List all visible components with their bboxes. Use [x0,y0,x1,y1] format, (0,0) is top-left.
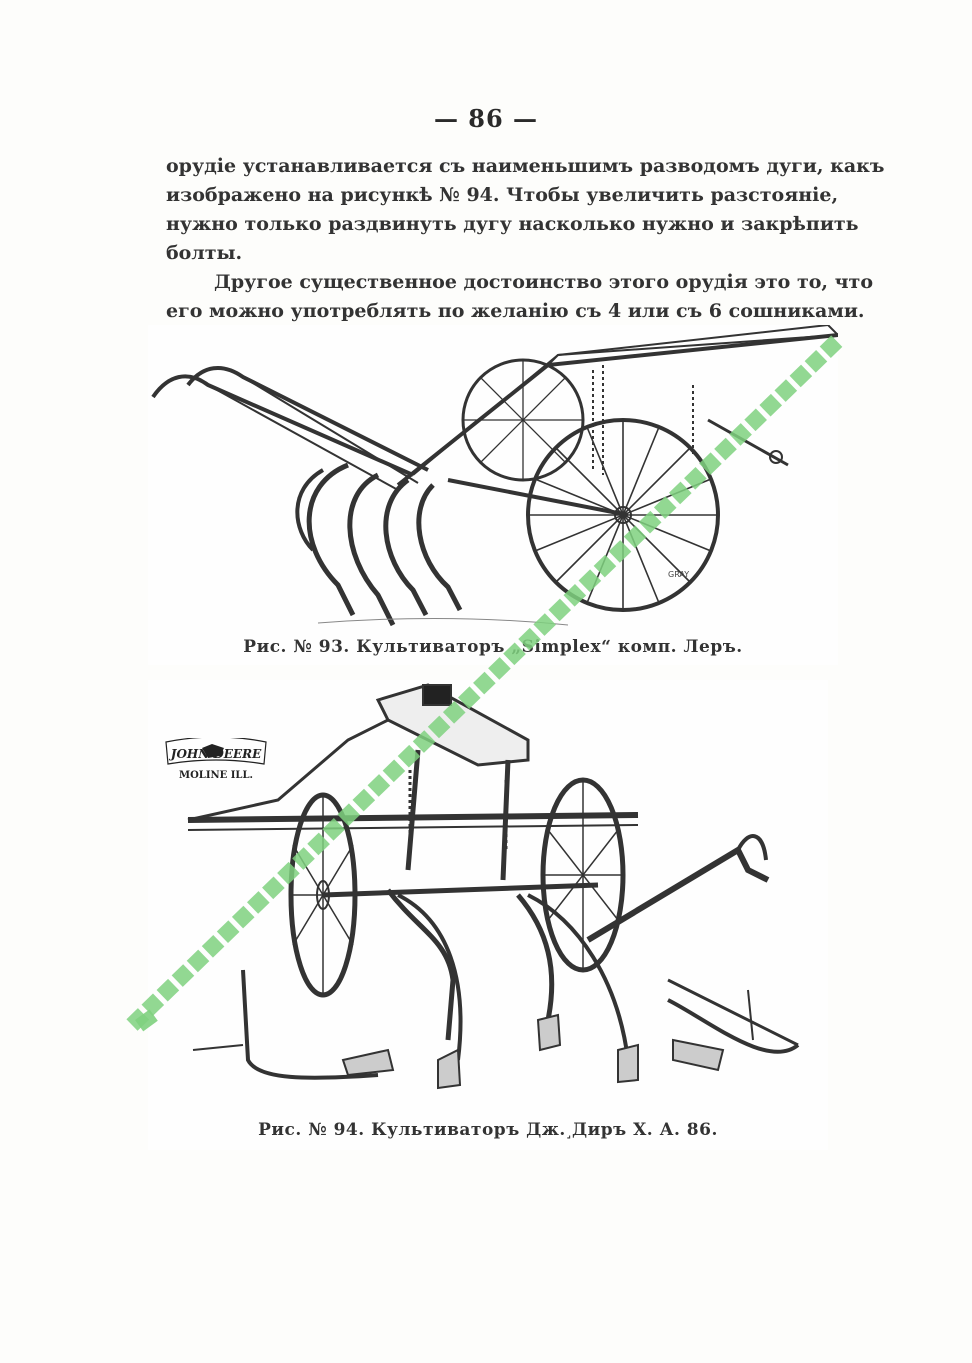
text-line: болты. [166,242,243,264]
text-line: его можно употреблять по желанію съ 4 или съ 6 сошниками. [166,300,865,322]
john-deere-logo [164,738,268,784]
logo-line-1: JOHN DEERE [170,747,262,761]
page-number: — 86 — [433,104,539,133]
figure-93 [148,325,838,665]
cultivator-simplex-illustration [148,325,838,635]
figure-94-caption: Рис. № 94. Культиваторъ Дж.˼Диръ Х. А. 86. [258,1120,718,1140]
deer-logo-icon [164,738,268,784]
paragraph-2 [166,268,873,326]
text-line: Другое существенное достоинство этого орудія это то, что [214,271,873,293]
figure-93-caption: Рис. № 93. Культиваторъ „Simplex“ комп. Леръ. [243,637,743,657]
logo-line-2: MOLINE ILL. [179,770,253,781]
paragraph-1 [166,152,885,268]
engraver-mark: GRAY [668,570,690,579]
text-line: изображено на рисункѣ № 94. Чтобы увеличить разстояніе, [166,184,839,206]
body-text [166,152,885,326]
text-line: нужно только раздвинуть дугу насколько нужно и закрѣпить [166,213,859,235]
text-line: орудіе устанавливается съ наименьшимъ разводомъ дуги, какъ [166,155,885,177]
